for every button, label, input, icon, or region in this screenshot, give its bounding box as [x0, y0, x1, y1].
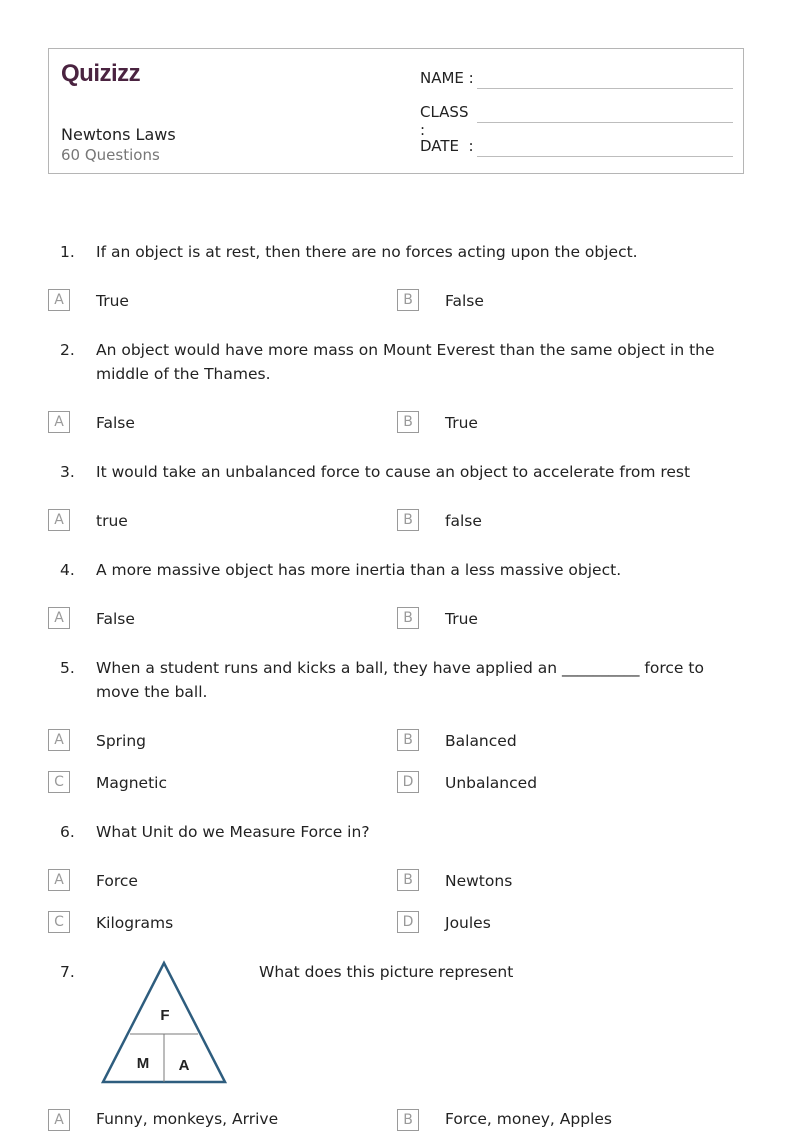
- option-b-text: True: [445, 610, 478, 628]
- option-b-box[interactable]: B: [397, 869, 419, 891]
- option-a-box[interactable]: A: [48, 607, 70, 629]
- option-a-box[interactable]: A: [48, 869, 70, 891]
- triangle-label-m: M: [136, 1055, 150, 1072]
- option-a-box[interactable]: A: [48, 289, 70, 311]
- date-label: DATE :: [420, 137, 474, 155]
- name-line: [477, 88, 733, 89]
- option-c-box[interactable]: C: [48, 771, 70, 793]
- option-b-text: false: [445, 512, 482, 530]
- option-d-box[interactable]: D: [397, 771, 419, 793]
- option-a-text: Funny, monkeys, Arrive: [96, 1110, 279, 1128]
- triangle-label-a: A: [178, 1057, 190, 1074]
- option-c-text: Magnetic: [96, 774, 167, 792]
- option-a-box[interactable]: A: [48, 411, 70, 433]
- option-b-text: False: [445, 292, 484, 310]
- question-text: If an object is at rest, then there are no forces acting upon the object.: [96, 243, 638, 261]
- option-b-text: Force, money, Apples: [445, 1110, 612, 1128]
- fma-triangle-image: [100, 960, 230, 1090]
- question-text: What does this picture represent: [259, 963, 514, 981]
- question-number: 7.: [60, 963, 75, 981]
- question-number: 2.: [60, 341, 75, 359]
- worksheet-header: [48, 48, 744, 174]
- option-c-box[interactable]: C: [48, 911, 70, 933]
- option-c-text: Kilograms: [96, 914, 174, 932]
- name-label: NAME :: [420, 69, 474, 87]
- date-line: [477, 156, 733, 157]
- question-text: When a student runs and kicks a ball, they have applied an __________ force to move the ball.: [96, 659, 704, 701]
- question-number: 4.: [60, 561, 75, 579]
- class-line: [477, 122, 733, 123]
- option-a-text: False: [96, 610, 135, 628]
- worksheet-title: Newtons Laws: [61, 125, 176, 144]
- question-text: It would take an unbalanced force to cause an object to accelerate from rest: [96, 463, 691, 481]
- option-b-text: Balanced: [445, 732, 517, 750]
- question-number: 6.: [60, 823, 75, 841]
- option-b-box[interactable]: B: [397, 509, 419, 531]
- option-a-box[interactable]: A: [48, 729, 70, 751]
- option-a-text: Force: [96, 872, 138, 890]
- option-d-text: Joules: [445, 914, 491, 932]
- option-b-box[interactable]: B: [397, 1109, 419, 1131]
- option-a-text: true: [96, 512, 128, 530]
- svg-text:Quizizz: Quizizz: [61, 60, 141, 87]
- option-a-text: False: [96, 414, 135, 432]
- option-b-box[interactable]: B: [397, 411, 419, 433]
- question-number: 3.: [60, 463, 75, 481]
- class-field[interactable]: [420, 103, 476, 139]
- question-number: 1.: [60, 243, 75, 261]
- option-a-text: True: [96, 292, 129, 310]
- option-a-box[interactable]: A: [48, 1109, 70, 1131]
- option-a-box[interactable]: A: [48, 509, 70, 531]
- question-text: A more massive object has more inertia than a less massive object.: [96, 561, 622, 579]
- name-field[interactable]: [420, 69, 476, 87]
- option-b-box[interactable]: B: [397, 729, 419, 751]
- class-label: CLASS :: [420, 103, 469, 139]
- quizizz-logo: [61, 59, 153, 91]
- date-field[interactable]: [420, 137, 476, 155]
- option-b-box[interactable]: B: [397, 289, 419, 311]
- triangle-label-f: F: [160, 1007, 170, 1024]
- option-a-text: Spring: [96, 732, 147, 750]
- option-b-text: True: [445, 414, 478, 432]
- question-count: 60 Questions: [61, 146, 160, 164]
- option-d-text: Unbalanced: [445, 774, 538, 792]
- option-b-text: Newtons: [445, 872, 513, 890]
- question-number: 5.: [60, 659, 75, 677]
- question-text: What Unit do we Measure Force in?: [96, 823, 370, 841]
- option-b-box[interactable]: B: [397, 607, 419, 629]
- option-d-box[interactable]: D: [397, 911, 419, 933]
- question-text: An object would have more mass on Mount Everest than the same object in the middle of the Thames.: [96, 341, 715, 383]
